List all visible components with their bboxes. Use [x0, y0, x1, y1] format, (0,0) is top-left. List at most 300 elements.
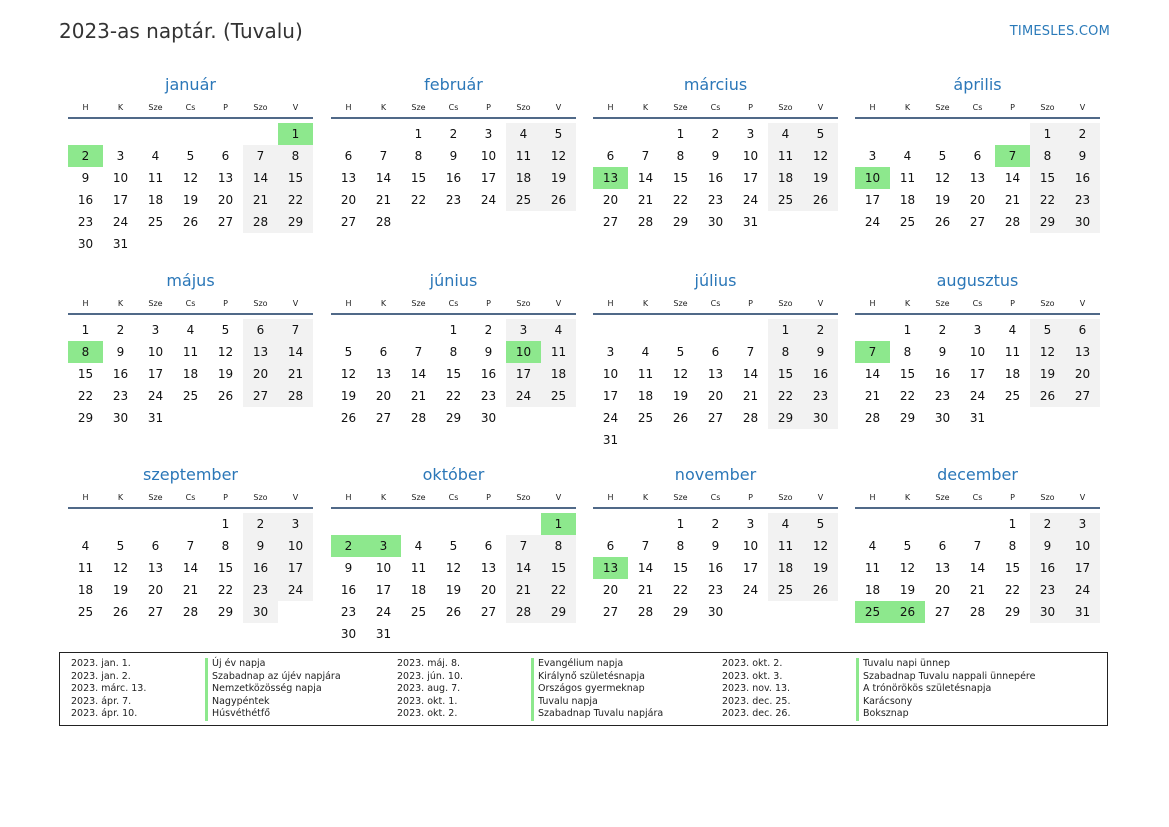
holiday-row [397, 671, 663, 684]
day-cell: 19 [217, 367, 234, 381]
day-cell: 7 [746, 345, 755, 359]
empty-day-cell [541, 407, 576, 429]
day-cell: 2 [484, 323, 493, 337]
day-cell: 5 [676, 345, 685, 359]
day-cell: 23 [934, 389, 951, 403]
day-cell: 30 [112, 411, 129, 425]
weekday-label: Cs [972, 493, 983, 502]
day-cell: 4 [768, 513, 803, 535]
empty-day-cell [68, 513, 103, 535]
day-cell: 21 [278, 363, 313, 385]
weekday-label: Szo [516, 103, 531, 112]
day-cell: 23 [77, 215, 94, 229]
day-cell: 3 [484, 127, 493, 141]
weekday-label: Szo [253, 103, 268, 112]
day-cell: 8 [1030, 145, 1065, 167]
day-cell: 9 [243, 535, 278, 557]
day-cell: 23 [803, 385, 838, 407]
holiday-row [722, 671, 1035, 684]
day-cell: 12 [672, 367, 689, 381]
empty-day-cell [278, 233, 313, 255]
weekday-label: P [223, 493, 228, 502]
weekday-label: Szo [1040, 493, 1055, 502]
day-cell: 4 [414, 539, 423, 553]
holiday-date: 2023. okt. 2. [722, 658, 783, 669]
day-cell: 30 [707, 605, 724, 619]
day-cell: 26 [934, 215, 951, 229]
weekday-label: K [117, 103, 124, 112]
day-cell: 30 [803, 407, 838, 429]
empty-day-cell [366, 123, 401, 145]
weekday-label: K [642, 299, 649, 308]
day-cell: 24 [375, 605, 392, 619]
month-calendar [855, 463, 1100, 623]
day-cell: 11 [864, 561, 881, 575]
day-cell: 25 [77, 605, 94, 619]
month-name: július [694, 271, 737, 290]
weekday-label: Cs [185, 299, 196, 308]
day-cell: 28 [864, 411, 881, 425]
day-cell: 25 [147, 215, 164, 229]
month-name: június [429, 271, 478, 290]
day-cell: 29 [217, 605, 234, 619]
day-cell: 18 [768, 167, 803, 189]
weekday-label: V [1079, 493, 1086, 502]
day-grid [593, 123, 838, 233]
day-cell: 5 [541, 123, 576, 145]
day-cell: 20 [602, 583, 619, 597]
day-cell: 1 [81, 323, 90, 337]
day-cell: 12 [934, 171, 951, 185]
month-name: május [166, 271, 215, 290]
empty-day-cell [628, 123, 663, 145]
day-cell: 3 [606, 345, 615, 359]
weekday-label: V [292, 299, 299, 308]
weekday-header [855, 489, 1100, 509]
day-cell: 7 [641, 539, 650, 553]
day-cell: 10 [742, 149, 759, 163]
weekday-label: V [555, 299, 562, 308]
day-cell: 5 [903, 539, 912, 553]
weekday-header [68, 295, 313, 315]
empty-day-cell [768, 211, 803, 233]
day-cell: 13 [969, 171, 986, 185]
day-cell: 13 [375, 367, 392, 381]
day-cell: 12 [803, 145, 838, 167]
day-cell: 2 [449, 127, 458, 141]
weekday-label: Cs [710, 299, 721, 308]
day-cell: 1 [1008, 517, 1017, 531]
day-cell: 20 [217, 193, 234, 207]
weekday-label: H [345, 299, 352, 308]
day-cell: 25 [768, 579, 803, 601]
holiday-day-cell: 3 [366, 535, 401, 557]
day-cell: 30 [480, 411, 497, 425]
day-cell: 12 [340, 367, 357, 381]
day-cell: 3 [868, 149, 877, 163]
day-cell: 14 [742, 367, 759, 381]
day-cell: 7 [973, 539, 982, 553]
empty-day-cell [401, 623, 436, 645]
weekday-label: Cs [185, 493, 196, 502]
weekday-header [593, 99, 838, 119]
day-cell: 6 [344, 149, 353, 163]
day-cell: 24 [278, 579, 313, 601]
weekday-label: Szo [253, 299, 268, 308]
day-cell: 26 [217, 389, 234, 403]
day-cell: 18 [1004, 367, 1021, 381]
day-cell: 31 [742, 215, 759, 229]
day-cell: 6 [606, 539, 615, 553]
day-cell: 17 [742, 171, 759, 185]
day-cell: 8 [676, 539, 685, 553]
weekday-label: P [486, 299, 491, 308]
holiday-row [71, 696, 341, 709]
empty-day-cell [541, 211, 576, 233]
day-cell: 17 [864, 193, 881, 207]
day-cell: 22 [278, 189, 313, 211]
weekday-label: Szo [778, 299, 793, 308]
day-cell: 7 [243, 145, 278, 167]
day-cell: 28 [1004, 215, 1021, 229]
day-cell: 5 [803, 123, 838, 145]
day-cell: 19 [672, 389, 689, 403]
month-calendar [593, 73, 838, 233]
day-cell: 9 [344, 561, 353, 575]
day-cell: 16 [707, 171, 724, 185]
day-cell: 25 [899, 215, 916, 229]
day-cell: 26 [112, 605, 129, 619]
day-cell: 10 [1065, 535, 1100, 557]
day-cell: 31 [375, 627, 392, 641]
weekday-label: Sze [673, 299, 688, 308]
empty-day-cell [471, 513, 506, 535]
day-cell: 14 [410, 367, 427, 381]
day-cell: 17 [602, 389, 619, 403]
day-cell: 11 [768, 535, 803, 557]
day-cell: 10 [742, 539, 759, 553]
day-cell: 28 [278, 385, 313, 407]
empty-day-cell [890, 513, 925, 535]
day-cell: 4 [1008, 323, 1017, 337]
day-cell: 18 [541, 363, 576, 385]
weekday-header [331, 295, 576, 315]
weekday-label: H [82, 299, 89, 308]
day-cell: 19 [803, 167, 838, 189]
day-cell: 9 [711, 539, 720, 553]
day-cell: 28 [182, 605, 199, 619]
day-cell: 24 [480, 193, 497, 207]
day-cell: 19 [934, 193, 951, 207]
weekday-label: Sze [148, 493, 163, 502]
day-cell: 16 [340, 583, 357, 597]
day-cell: 3 [746, 517, 755, 531]
empty-day-cell [366, 319, 401, 341]
holiday-day-cell: 1 [278, 123, 313, 145]
day-cell: 29 [541, 601, 576, 623]
day-cell: 20 [969, 193, 986, 207]
day-cell: 3 [506, 319, 541, 341]
day-cell: 22 [445, 389, 462, 403]
day-cell: 16 [112, 367, 129, 381]
day-cell: 20 [340, 193, 357, 207]
empty-day-cell [925, 513, 960, 535]
empty-day-cell [208, 407, 243, 429]
holiday-row [722, 658, 1035, 671]
empty-day-cell [278, 601, 313, 623]
weekday-label: Cs [448, 493, 459, 502]
day-cell: 17 [1065, 557, 1100, 579]
day-cell: 17 [969, 367, 986, 381]
day-cell: 15 [899, 367, 916, 381]
day-cell: 14 [637, 171, 654, 185]
day-cell: 8 [278, 145, 313, 167]
day-cell: 5 [116, 539, 125, 553]
day-cell: 30 [707, 215, 724, 229]
day-cell: 6 [151, 539, 160, 553]
day-cell: 3 [278, 513, 313, 535]
day-cell: 13 [1065, 341, 1100, 363]
day-cell: 28 [375, 215, 392, 229]
day-cell: 10 [969, 345, 986, 359]
day-cell: 9 [803, 341, 838, 363]
day-cell: 9 [1065, 145, 1100, 167]
day-cell: 12 [217, 345, 234, 359]
day-cell: 13 [217, 171, 234, 185]
holiday-date: 2023. máj. 8. [397, 658, 461, 669]
holiday-row [397, 683, 663, 696]
day-cell: 26 [803, 579, 838, 601]
month-name: október [422, 465, 485, 484]
weekday-label: Cs [185, 103, 196, 112]
month-calendar [68, 269, 313, 429]
weekday-label: P [1010, 103, 1015, 112]
holiday-row [71, 671, 341, 684]
day-cell: 8 [1008, 539, 1017, 553]
month-name: március [683, 75, 748, 94]
empty-day-cell [663, 319, 698, 341]
weekday-label: Szo [253, 493, 268, 502]
day-cell: 11 [768, 145, 803, 167]
weekday-label: H [869, 493, 876, 502]
weekday-label: Cs [448, 103, 459, 112]
day-cell: 25 [182, 389, 199, 403]
day-cell: 9 [116, 345, 125, 359]
holiday-date: 2023. jan. 2. [71, 670, 131, 682]
holiday-row [397, 708, 663, 721]
day-cell: 8 [449, 345, 458, 359]
empty-day-cell [331, 513, 366, 535]
day-cell: 12 [182, 171, 199, 185]
day-cell: 6 [379, 345, 388, 359]
empty-day-cell [855, 513, 890, 535]
day-cell: 17 [147, 367, 164, 381]
day-cell: 10 [480, 149, 497, 163]
day-cell: 20 [375, 389, 392, 403]
day-cell: 11 [541, 341, 576, 363]
empty-day-cell [506, 623, 541, 645]
day-cell: 8 [676, 149, 685, 163]
day-cell: 9 [81, 171, 90, 185]
holiday-name: Szabadnap Tuvalu napjára [531, 708, 663, 721]
day-cell: 27 [602, 605, 619, 619]
empty-day-cell [628, 319, 663, 341]
day-cell: 6 [221, 149, 230, 163]
day-cell: 16 [77, 193, 94, 207]
day-cell: 18 [864, 583, 881, 597]
day-cell: 17 [480, 171, 497, 185]
day-cell: 18 [506, 167, 541, 189]
site-link[interactable]: TIMESLES.COM [1009, 24, 1110, 39]
empty-day-cell [628, 513, 663, 535]
empty-day-cell [366, 513, 401, 535]
day-cell: 21 [637, 193, 654, 207]
day-cell: 22 [672, 193, 689, 207]
day-cell: 16 [1065, 167, 1100, 189]
day-cell: 28 [506, 601, 541, 623]
day-cell: 15 [1004, 561, 1021, 575]
day-cell: 22 [768, 385, 803, 407]
day-cell: 6 [243, 319, 278, 341]
empty-day-cell [173, 233, 208, 255]
holiday-date: 2023. aug. 7. [397, 683, 461, 695]
empty-day-cell [208, 123, 243, 145]
empty-day-cell [733, 319, 768, 341]
holiday-day-cell: 7 [855, 341, 890, 363]
empty-day-cell [103, 513, 138, 535]
day-cell: 18 [899, 193, 916, 207]
empty-day-cell [925, 123, 960, 145]
weekday-label: P [748, 299, 753, 308]
weekday-label: K [380, 103, 387, 112]
empty-day-cell [331, 319, 366, 341]
day-cell: 3 [973, 323, 982, 337]
holiday-date: 2023. nov. 13. [722, 683, 791, 695]
holiday-date: 2023. okt. 2. [397, 708, 458, 720]
empty-day-cell [436, 623, 471, 645]
day-cell: 31 [112, 237, 129, 251]
holiday-name: Karácsony [856, 696, 912, 709]
weekday-label: H [607, 103, 614, 112]
day-cell: 5 [449, 539, 458, 553]
day-cell: 25 [506, 189, 541, 211]
day-cell: 9 [484, 345, 493, 359]
day-grid [68, 319, 313, 429]
day-cell: 20 [147, 583, 164, 597]
holiday-day-cell: 13 [593, 557, 628, 579]
day-grid [593, 513, 838, 623]
day-cell: 23 [243, 579, 278, 601]
weekday-label: P [486, 493, 491, 502]
day-cell: 15 [1030, 167, 1065, 189]
day-cell: 30 [340, 627, 357, 641]
weekday-label: P [748, 493, 753, 502]
day-cell: 1 [1030, 123, 1065, 145]
day-cell: 21 [375, 193, 392, 207]
day-cell: 28 [969, 605, 986, 619]
empty-day-cell [243, 123, 278, 145]
empty-day-cell [803, 211, 838, 233]
day-cell: 15 [768, 363, 803, 385]
day-cell: 15 [410, 171, 427, 185]
day-cell: 16 [480, 367, 497, 381]
weekday-header [68, 489, 313, 509]
weekday-label: Cs [710, 493, 721, 502]
day-cell: 23 [1030, 579, 1065, 601]
weekday-label: Sze [673, 493, 688, 502]
day-cell: 28 [637, 215, 654, 229]
day-cell: 4 [903, 149, 912, 163]
day-cell: 7 [506, 535, 541, 557]
weekday-label: K [117, 299, 124, 308]
day-cell: 14 [506, 557, 541, 579]
day-cell: 29 [672, 215, 689, 229]
weekday-label: V [817, 299, 824, 308]
day-cell: 13 [340, 171, 357, 185]
day-cell: 21 [243, 189, 278, 211]
holiday-name: Tuvalu napja [531, 696, 598, 709]
day-cell: 23 [480, 389, 497, 403]
weekday-header [855, 99, 1100, 119]
day-cell: 22 [1004, 583, 1021, 597]
day-cell: 21 [864, 389, 881, 403]
empty-day-cell [278, 407, 313, 429]
month-name: január [165, 75, 216, 94]
day-cell: 11 [506, 145, 541, 167]
holiday-day-cell: 10 [506, 341, 541, 363]
weekday-label: P [748, 103, 753, 112]
day-cell: 26 [1030, 385, 1065, 407]
empty-day-cell [995, 407, 1030, 429]
month-name: február [424, 75, 483, 94]
holiday-name: Boksznap [856, 708, 909, 721]
weekday-label: H [345, 493, 352, 502]
day-cell: 11 [147, 171, 164, 185]
month-calendar [855, 73, 1100, 233]
day-cell: 10 [375, 561, 392, 575]
weekday-label: H [82, 493, 89, 502]
day-cell: 15 [77, 367, 94, 381]
day-cell: 4 [641, 345, 650, 359]
day-cell: 19 [803, 557, 838, 579]
day-cell: 29 [1004, 605, 1021, 619]
day-cell: 3 [116, 149, 125, 163]
empty-day-cell [768, 429, 803, 451]
day-cell: 22 [899, 389, 916, 403]
empty-day-cell [173, 407, 208, 429]
holiday-name: A trónörökös születésnapja [856, 683, 991, 696]
weekday-label: Szo [1040, 103, 1055, 112]
day-cell: 19 [1030, 363, 1065, 385]
day-cell: 4 [868, 539, 877, 553]
month-calendar [68, 463, 313, 623]
day-cell: 15 [672, 561, 689, 575]
holiday-date: 2023. ápr. 7. [71, 695, 132, 707]
day-cell: 14 [278, 341, 313, 363]
day-cell: 14 [1004, 171, 1021, 185]
weekday-label: V [1079, 299, 1086, 308]
day-cell: 30 [243, 601, 278, 623]
day-cell: 2 [938, 323, 947, 337]
day-cell: 24 [864, 215, 881, 229]
empty-day-cell [698, 429, 733, 451]
day-cell: 27 [707, 411, 724, 425]
day-cell: 28 [742, 411, 759, 425]
holiday-day-cell: 25 [855, 601, 890, 623]
holiday-name: Szabadnap az újév napjára [205, 671, 341, 684]
day-cell: 13 [707, 367, 724, 381]
day-cell: 1 [449, 323, 458, 337]
